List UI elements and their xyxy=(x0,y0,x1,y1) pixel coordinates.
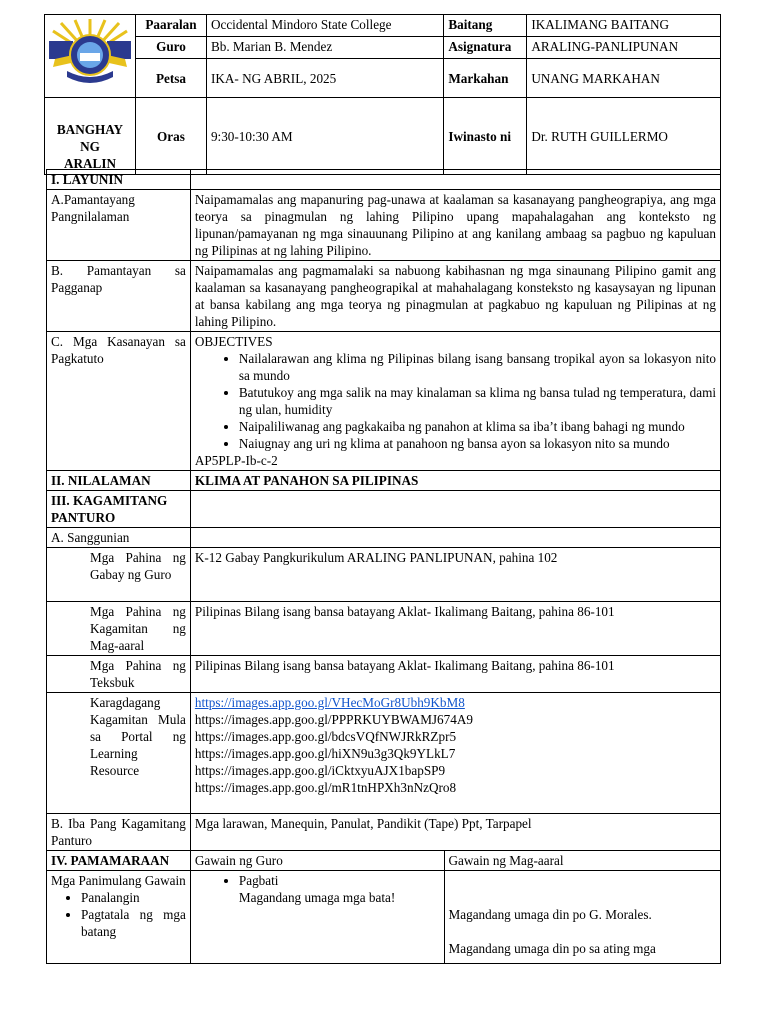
kagamitan-magaaral-label: Mga Pahina ng Kagamitan ng Mag-aaral xyxy=(47,602,191,656)
resource-link[interactable]: https://images.app.goo.gl/VHecMoGr8Ubh9KbM8 xyxy=(194,695,465,710)
gawain-magaaral-header: Gawain ng Mag-aaral xyxy=(444,851,720,871)
gabay-guro-label: Mga Pahina ng Gabay ng Guro xyxy=(47,548,191,602)
plan-title-line-1: BANGHAY xyxy=(56,122,124,137)
kasanayan-content xyxy=(190,332,720,471)
sanggunian-label: A. Sanggunian xyxy=(47,528,191,548)
guro-greeting: Magandang umaga mga bata! xyxy=(238,890,396,905)
objective-item: • Naiugnay ang uri ng klima at panahoon ng bansa ayon sa lokasyon nito sa mundo xyxy=(239,435,716,452)
objective-item: • Nailalarawan ang klima ng Pilipinas bilang isang bansang tropikal ayon sa lokasyon nito sa mundo xyxy=(239,350,716,384)
resource-link: https://images.app.goo.gl/mR1tnHPXh3nNzQro8 xyxy=(194,780,457,795)
lesson-plan-table xyxy=(46,169,721,964)
panimulang-gawain-list xyxy=(51,889,186,940)
approved-by-label: Iwinasto ni xyxy=(444,98,527,175)
date-value: IKA- NG ABRIL, 2025 xyxy=(206,59,443,98)
spacer xyxy=(449,872,716,906)
layunin-empty xyxy=(190,170,720,190)
nilalaman-value: KLIMA AT PANAHON SA PILIPINAS xyxy=(190,471,720,491)
subject-label: Asignatura xyxy=(444,37,527,59)
plan-title-line-3: ARALIN xyxy=(63,156,117,171)
kagamitan-magaaral-value: Pilipinas Bilang isang bansa batayang Aklat- Ikalimang Baitang, pahina 86-101 xyxy=(190,602,720,656)
objective-item: • Naipaliliwanag ang pagkakaiba ng panahon at klima sa iba’t ibang bahagi ng mundo xyxy=(239,418,716,435)
gabay-guro-value: K-12 Gabay Pangkurikulum ARALING PANLIPUNAN, pahina 102 xyxy=(190,548,720,602)
plan-title-line-2: NG xyxy=(80,139,100,154)
school-seal-logo xyxy=(47,19,133,89)
learning-resource-links xyxy=(190,693,720,814)
teacher-value: Bb. Marian B. Mendez xyxy=(206,37,443,59)
layunin-heading: I. LAYUNIN xyxy=(47,170,191,190)
pamantayan-pagganap-label: B. Pamantayan sa Pagganap xyxy=(47,261,191,332)
header-logo-cell xyxy=(45,15,136,98)
resource-link: https://images.app.goo.gl/iCktxyuAJX1bapSP9 xyxy=(194,763,446,778)
guro-activity-list xyxy=(195,872,440,889)
iba-pang-kagamitan-label: B. Iba Pang Kagamitang Panturo xyxy=(47,814,191,851)
teksbuk-value: Pilipinas Bilang isang bansa batayang Aklat- Ikalimang Baitang, pahina 86-101 xyxy=(190,656,720,693)
quarter-value: UNANG MARKAHAN xyxy=(527,59,721,98)
approved-by-value: Dr. RUTH GUILLERMO xyxy=(527,98,721,175)
subject-value: ARALING-PANLIPUNAN xyxy=(527,37,721,59)
time-value: 9:30-10:30 AM xyxy=(206,98,443,175)
spacer xyxy=(449,923,716,940)
panimulang-gawain-cell xyxy=(47,871,191,964)
header-table xyxy=(44,14,721,175)
resource-link: https://images.app.goo.gl/bdcsVQfNWJRkRZpr5 xyxy=(194,729,457,744)
iba-pang-kagamitan-value: Mga larawan, Manequin, Panulat, Pandikit (Tape) Ppt, Tarpapel xyxy=(190,814,720,851)
school-value: Occidental Mindoro State College xyxy=(206,15,443,37)
objectives-list xyxy=(195,350,716,452)
gawain-guro-header: Gawain ng Guro xyxy=(190,851,444,871)
teksbuk-label: Mga Pahina ng Teksbuk xyxy=(47,656,191,693)
panimula-item: • Pagtatala ng mga batang xyxy=(81,906,186,940)
plan-title xyxy=(45,98,136,175)
grade-label: Baitang xyxy=(444,15,527,37)
guro-activity-cell xyxy=(190,871,444,964)
teacher-label: Guro xyxy=(136,37,207,59)
magaaral-activity-cell xyxy=(444,871,720,964)
time-label: Oras xyxy=(136,98,207,175)
kagamitan-empty xyxy=(190,491,720,528)
pamantayang-pangnilalaman-text: Naipamamalas ang mapanuring pag-unawa at kaalaman sa kasanayang pangheograpiya, ang mga teorya sa pinagmulan ng lahing Pilipino upang mapahalagahan ang konteksto ng lipunan/pamayanan ng mga sinauunang Pilipino at ang kanilang ambaag sa pagbuo ng kapuluan ng Pilipinas at ng lahing Pilipino. xyxy=(190,190,720,261)
grade-value: IKALIMANG BAITANG xyxy=(527,15,721,37)
magaaral-response-1: Magandang umaga din po G. Morales. xyxy=(448,907,652,922)
quarter-label: Markahan xyxy=(444,59,527,98)
pamantayang-pangnilalaman-label: A.Pamantayang Pangnilalaman xyxy=(47,190,191,261)
kagamitan-heading: III. KAGAMITANG PANTURO xyxy=(47,491,191,528)
school-label: Paaralan xyxy=(136,15,207,37)
objectives-heading: OBJECTIVES xyxy=(194,334,273,349)
sanggunian-empty xyxy=(190,528,720,548)
resource-link: https://images.app.goo.gl/hiXN9u3g3Qk9YLkL7 xyxy=(194,746,456,761)
nilalaman-heading: II. NILALAMAN xyxy=(47,471,191,491)
learning-resource-label: Karagdagang Kagamitan Mula sa Portal ng Learning Resource xyxy=(47,693,191,814)
panimulang-gawain-label: Mga Panimulang Gawain xyxy=(51,873,186,888)
panimula-item: • Panalangin xyxy=(81,889,186,906)
magaaral-response-2: Magandang umaga din po sa ating mga xyxy=(448,941,656,956)
guro-activity-item: • Pagbati xyxy=(239,872,440,889)
resource-link: https://images.app.goo.gl/PPPRKUYBWAMJ674A9 xyxy=(194,712,473,727)
kasanayan-label: C. Mga Kasanayan sa Pagkatuto xyxy=(47,332,191,471)
pamamaraan-heading: IV. PAMAMARAAN xyxy=(47,851,191,871)
date-label: Petsa xyxy=(136,59,207,98)
pamantayan-pagganap-text: Naipamamalas ang pagmamalaki sa nabuong kabihasnan ng mga sinaunang Pilipino gamit ang kaalaman sa kasanayang pangheograpikal at mahahalagang konsteksto ng kasaysayan ng lipunan at bansa kabilang ang mga teorya ng pinagmulan at pagkabuo ng kapuluan ng Pilipinas at ng lahing Pilipino. xyxy=(190,261,720,332)
objective-item: • Batutukoy ang mga salik na may kinalaman sa klima ng bansa tulad ng temperatura, dami ng ulan, humidity xyxy=(239,384,716,418)
competency-code: AP5PLP-Ib-c-2 xyxy=(194,453,278,468)
